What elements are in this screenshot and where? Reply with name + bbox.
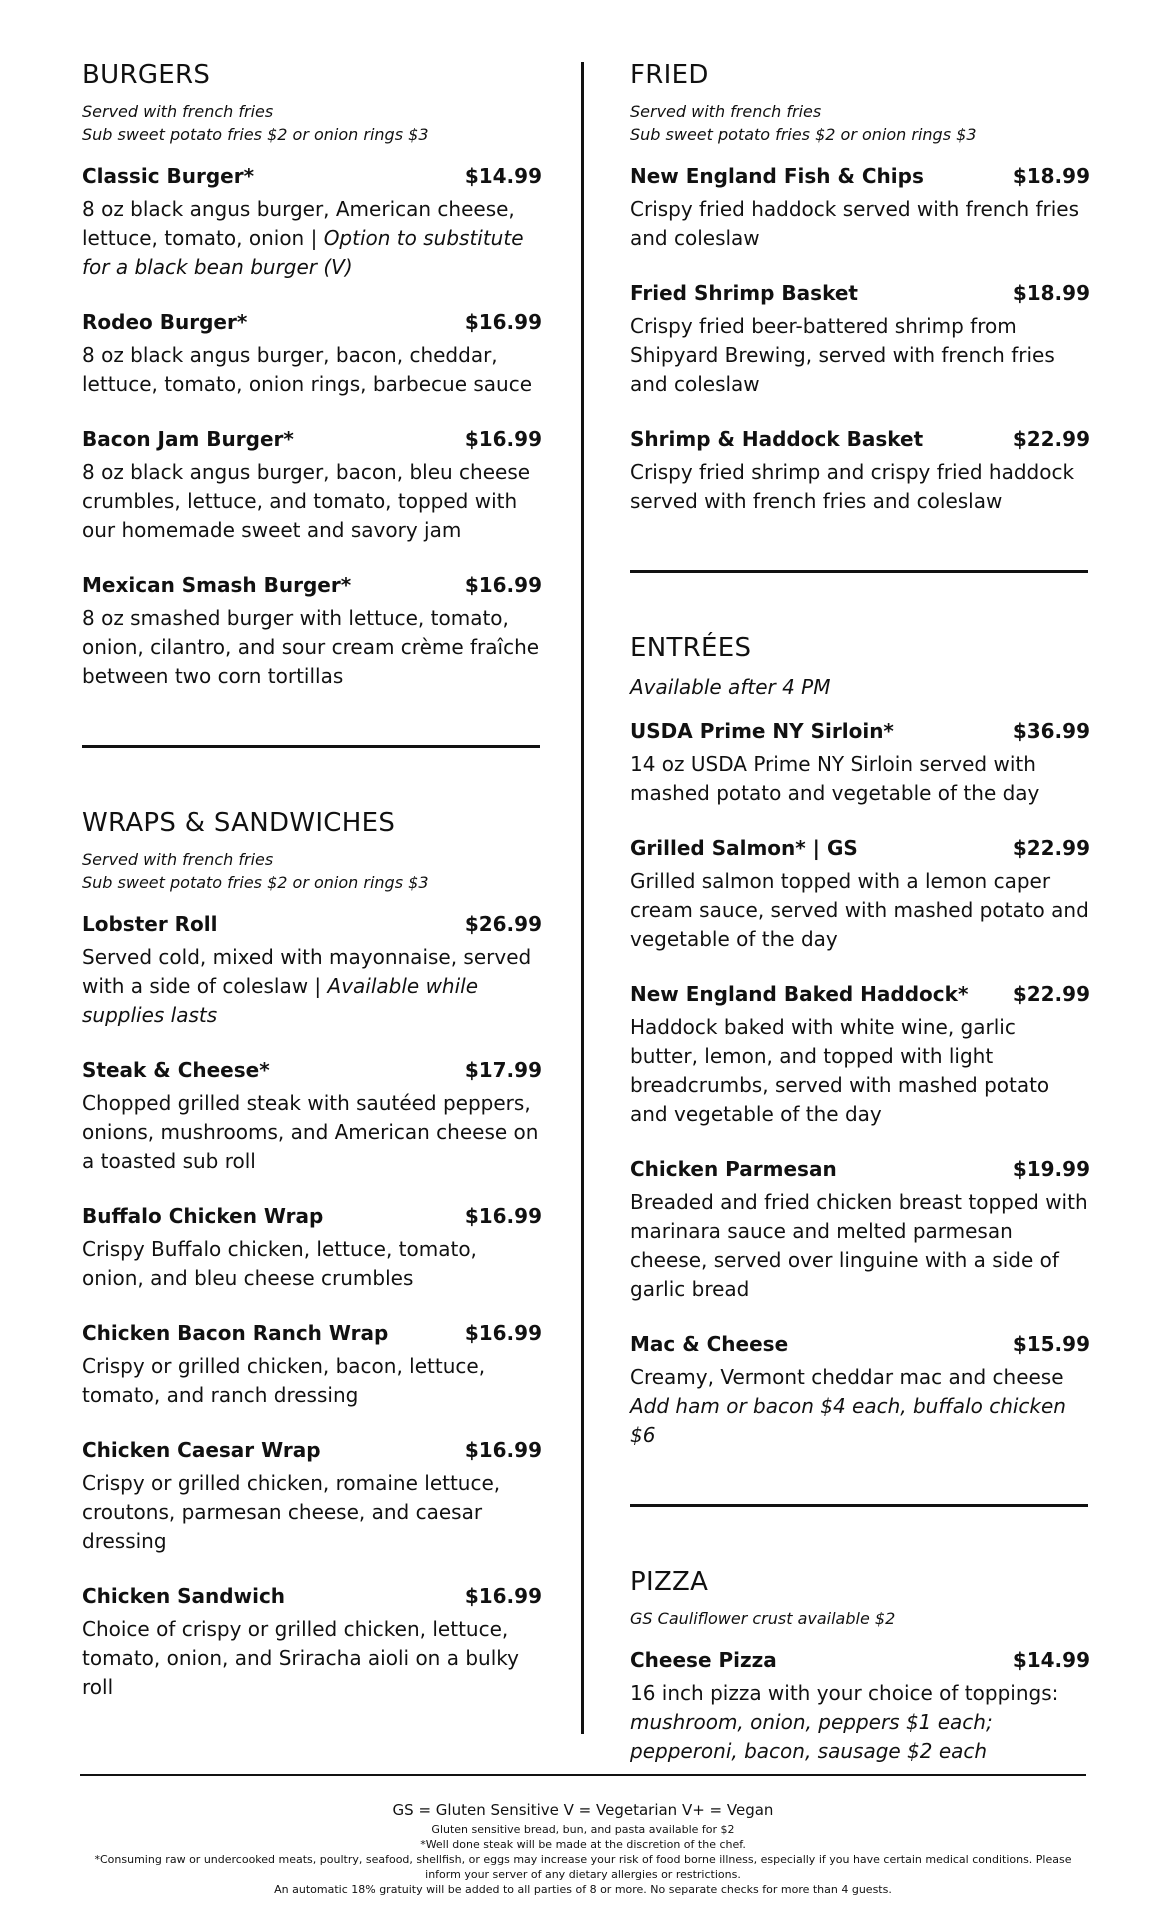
menu-item-header — [630, 834, 1090, 862]
menu-item-description-text: Breaded and fried chicken breast topped with marinara sauce and melted parmesan cheese, served over linguine with a side of garlic bread — [630, 1190, 1088, 1301]
menu-item-header — [630, 162, 1090, 190]
menu-item-name: Chicken Caesar Wrap — [82, 1438, 321, 1462]
menu-item-description — [630, 1188, 1090, 1304]
menu-item-description-text: Served cold, mixed with mayonnaise, served with a side of coleslaw | — [82, 945, 532, 998]
menu-item-header — [82, 1436, 542, 1464]
menu-item-header — [82, 1056, 542, 1084]
menu-item-header — [82, 571, 542, 599]
menu-item-description-note: mushroom, onion, peppers $1 each; pepperoni, bacon, sausage $2 each — [630, 1710, 993, 1763]
footer-divider — [80, 1774, 1086, 1776]
menu-item-description-text: Crispy Buffalo chicken, lettuce, tomato, onion, and bleu cheese crumbles — [82, 1237, 477, 1290]
menu-item-name: Cheese Pizza — [630, 1648, 777, 1672]
menu-item-description — [82, 341, 542, 399]
menu-item-name: New England Baked Haddock* — [630, 982, 969, 1006]
menu-item-description-text: Crispy or grilled chicken, bacon, lettuce, tomato, and ranch dressing — [82, 1354, 486, 1407]
menu-item-description-text: 8 oz black angus burger, bacon, cheddar, lettuce, tomato, onion rings, barbecue sauce — [82, 343, 533, 396]
menu-item-price: $14.99 — [464, 164, 542, 188]
menu-item-description — [82, 1615, 542, 1702]
menu-item-name: Rodeo Burger* — [82, 310, 248, 334]
menu-item-description — [82, 604, 542, 691]
menu-item — [630, 834, 1090, 954]
menu-item — [82, 308, 542, 399]
menu-item — [82, 1582, 542, 1702]
section-note: Served with french fries — [82, 850, 274, 869]
menu-item-price: $16.99 — [464, 1321, 542, 1345]
menu-item — [630, 162, 1090, 253]
footer-note: *Consuming raw or undercooked meats, poultry, seafood, shellfish, or eggs may increase your risk of food borne illness, especially if you have certain medical conditions. Please inform your server of any dietary allergies or restrictions. — [94, 1853, 1072, 1881]
menu-item-description-text: 8 oz smashed burger with lettuce, tomato, onion, cilantro, and sour cream crème fraîche between two corn tortillas — [82, 606, 540, 688]
section-note: Sub sweet potato fries $2 or onion rings $3 — [630, 125, 977, 144]
menu-item-name: Chicken Sandwich — [82, 1584, 286, 1608]
menu-item-price: $14.99 — [1012, 1648, 1090, 1672]
menu-item-price: $16.99 — [464, 427, 542, 451]
menu-item-price: $22.99 — [1012, 982, 1090, 1006]
menu-item-description-text: Crispy fried beer-battered shrimp from Shipyard Brewing, served with french fries and coleslaw — [630, 314, 1055, 396]
menu-item-price: $19.99 — [1012, 1157, 1090, 1181]
menu-item-description — [630, 750, 1090, 808]
menu-item-description — [82, 195, 542, 282]
menu-item-header — [630, 425, 1090, 453]
menu-item — [630, 1646, 1090, 1766]
menu-item-name: Mac & Cheese — [630, 1332, 789, 1356]
menu-item-description-text: Chopped grilled steak with sautéed peppers, onions, mushrooms, and American cheese on a toasted sub roll — [82, 1091, 539, 1173]
menu-item-header — [630, 1646, 1090, 1674]
footer-note: Gluten sensitive bread, bun, and pasta available for $2 — [431, 1823, 735, 1836]
section-note: Served with french fries — [630, 102, 822, 121]
menu-item-description-text: Crispy fried shrimp and crispy fried haddock served with french fries and coleslaw — [630, 460, 1075, 513]
menu-item-price: $16.99 — [464, 1438, 542, 1462]
dietary-legend: GS = Gluten Sensitive V = Vegetarian V+ = Vegan — [392, 1801, 774, 1819]
menu-item — [82, 162, 542, 282]
availability-note: Available after 4 PM — [630, 675, 831, 699]
menu-item-price: $15.99 — [1012, 1332, 1090, 1356]
menu-item — [630, 717, 1090, 808]
menu-item-price: $16.99 — [464, 1584, 542, 1608]
menu-item-description-text: 16 inch pizza with your choice of toppings: — [630, 1681, 1059, 1705]
section-burgers — [82, 60, 542, 691]
section-notes — [82, 100, 542, 146]
menu-item — [630, 1330, 1090, 1450]
menu-item — [82, 571, 542, 691]
menu-item-name: Mexican Smash Burger* — [82, 573, 352, 597]
menu-item-description-note: Available while supplies lasts — [82, 974, 479, 1027]
menu-item — [630, 1155, 1090, 1304]
menu-item-description — [82, 943, 542, 1030]
left-column — [82, 60, 542, 1728]
menu-item-description — [630, 1363, 1090, 1450]
menu-item-price: $22.99 — [1012, 836, 1090, 860]
section-entrees — [630, 633, 1090, 1450]
menu-item-description — [82, 1089, 542, 1176]
menu-item-description — [82, 1469, 542, 1556]
menu-item-header — [630, 279, 1090, 307]
menu-item-price: $16.99 — [464, 1204, 542, 1228]
item-list — [82, 910, 542, 1702]
menu-item-name: USDA Prime NY Sirloin* — [630, 719, 894, 743]
menu-item — [82, 425, 542, 545]
section-note: Served with french fries — [82, 102, 274, 121]
right-column — [630, 60, 1090, 1792]
menu-item-price: $36.99 — [1012, 719, 1090, 743]
menu-item — [82, 1056, 542, 1176]
footer — [80, 1800, 1086, 1897]
section-divider — [82, 745, 540, 748]
menu-item — [630, 425, 1090, 516]
menu-item-description-text: 14 oz USDA Prime NY Sirloin served with mashed potato and vegetable of the day — [630, 752, 1040, 805]
menu-item-description-note: Option to substitute for a black bean burger (V) — [82, 226, 524, 279]
menu-item-name: Lobster Roll — [82, 912, 218, 936]
section-divider — [630, 1504, 1088, 1507]
menu-item-name: New England Fish & Chips — [630, 164, 924, 188]
section-note: Sub sweet potato fries $2 or onion rings $3 — [82, 873, 429, 892]
menu-item-price: $18.99 — [1012, 164, 1090, 188]
menu-item-name: Chicken Parmesan — [630, 1157, 837, 1181]
menu-item-description — [82, 1352, 542, 1410]
menu-item-price: $16.99 — [464, 310, 542, 334]
menu-item-description-text: Haddock baked with white wine, garlic butter, lemon, and topped with light breadcrumbs, served with mashed potato and vegetable of the day — [630, 1015, 1050, 1126]
menu-item-description-text: 8 oz black angus burger, American cheese, lettuce, tomato, onion | — [82, 197, 515, 250]
menu-item-description-note: Add ham or bacon $4 each, buffalo chicken $6 — [630, 1394, 1066, 1447]
menu-item-header — [82, 1202, 542, 1230]
section-notes — [630, 673, 1090, 701]
menu-item-header — [82, 308, 542, 336]
menu-item — [630, 279, 1090, 399]
menu-item-header — [82, 1319, 542, 1347]
menu-item-name: Shrimp & Haddock Basket — [630, 427, 924, 451]
menu-item-header — [630, 1330, 1090, 1358]
section-title: WRAPS & SANDWICHES — [82, 808, 396, 838]
menu-item-price: $17.99 — [464, 1058, 542, 1082]
section-title: FRIED — [630, 60, 709, 90]
section-pizza — [630, 1567, 1090, 1766]
section-divider — [630, 570, 1088, 573]
menu-item-description — [630, 195, 1090, 253]
menu-item — [630, 980, 1090, 1129]
menu-item-header — [630, 717, 1090, 745]
menu-item-description-text: Crispy or grilled chicken, romaine lettuce, croutons, parmesan cheese, and caesar dressing — [82, 1471, 501, 1553]
menu-item-header — [630, 1155, 1090, 1183]
item-list — [82, 162, 542, 691]
menu-item-description-text: Grilled salmon topped with a lemon caper cream sauce, served with mashed potato and vegetable of the day — [630, 869, 1089, 951]
menu-item-price: $16.99 — [464, 573, 542, 597]
menu-item-description — [630, 312, 1090, 399]
section-notes — [82, 848, 542, 894]
menu-item — [82, 1202, 542, 1293]
menu-item-name: Chicken Bacon Ranch Wrap — [82, 1321, 389, 1345]
menu-item-header — [630, 980, 1090, 1008]
menu-item-description-text: Creamy, Vermont cheddar mac and cheese — [630, 1365, 1064, 1389]
menu-item-name: Steak & Cheese* — [82, 1058, 270, 1082]
menu-item-description — [630, 867, 1090, 954]
menu-item-description-text: Crispy fried haddock served with french fries and coleslaw — [630, 197, 1080, 250]
menu-item-header — [82, 910, 542, 938]
menu-item-price: $18.99 — [1012, 281, 1090, 305]
menu-item — [82, 1319, 542, 1410]
menu-item-header — [82, 425, 542, 453]
footer-note: *Well done steak will be made at the discretion of the chef. — [420, 1838, 746, 1851]
menu-item-name: Grilled Salmon* | GS — [630, 836, 858, 860]
menu-item-name: Buffalo Chicken Wrap — [82, 1204, 324, 1228]
section-title: BURGERS — [82, 60, 211, 90]
menu-item-name: Classic Burger* — [82, 164, 255, 188]
section-note: Sub sweet potato fries $2 or onion rings $3 — [82, 125, 429, 144]
column-divider — [581, 62, 584, 1734]
menu-item-description-text: Choice of crispy or grilled chicken, lettuce, tomato, onion, and Sriracha aioli on a bulky roll — [82, 1617, 519, 1699]
menu-item-description — [630, 1013, 1090, 1129]
footer-note: An automatic 18% gratuity will be added to all parties of 8 or more. No separate checks for more than 4 guests. — [274, 1883, 892, 1896]
menu-item-description — [630, 458, 1090, 516]
section-notes — [630, 1607, 1090, 1630]
section-title: ENTRÉES — [630, 633, 752, 663]
menu-item-header — [82, 1582, 542, 1610]
section-wraps-sandwiches — [82, 808, 542, 1702]
menu-item-description — [82, 458, 542, 545]
menu-item-price: $22.99 — [1012, 427, 1090, 451]
section-fried — [630, 60, 1090, 516]
section-note: GS Cauliflower crust available $2 — [630, 1609, 896, 1628]
menu-item — [82, 910, 542, 1030]
menu-item-price: $26.99 — [464, 912, 542, 936]
item-list — [630, 162, 1090, 516]
menu-item-description — [630, 1679, 1090, 1766]
menu-item-name: Bacon Jam Burger* — [82, 427, 294, 451]
item-list — [630, 1646, 1090, 1766]
section-notes — [630, 100, 1090, 146]
menu-item-description-text: 8 oz black angus burger, bacon, bleu cheese crumbles, lettuce, and tomato, topped with our homemade sweet and savory jam — [82, 460, 531, 542]
menu-item-name: Fried Shrimp Basket — [630, 281, 858, 305]
item-list — [630, 717, 1090, 1450]
menu-item-description — [82, 1235, 542, 1293]
menu-item — [82, 1436, 542, 1556]
menu-item-header — [82, 162, 542, 190]
section-title: PIZZA — [630, 1567, 709, 1597]
